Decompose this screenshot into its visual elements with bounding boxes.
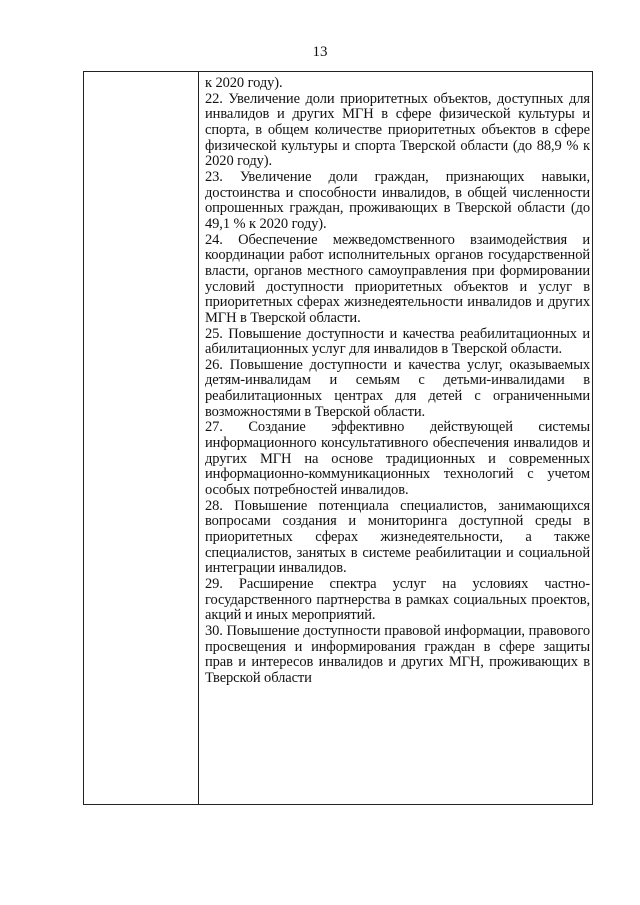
list-item: 25. Повышение доступности и качества реабилитационных и абилитационных услуг для инвалидов в Тверской области. <box>205 325 590 358</box>
list-item: 23. Увеличение доли граждан, признающих навыки, достоинства и способности инвалидов, в общей численности опрошенных граждан, проживающих в Тверской области (до 49,1 % к 2020 году). <box>205 168 590 232</box>
content-table <box>83 71 593 805</box>
list-item: 29. Расширение спектра услуг на условиях частно-государственного партнерства в рамках социальных проектов, акций и иных мероприятий. <box>205 576 590 624</box>
list-item: 24. Обеспечение межведомственного взаимодействия и координации работ исполнительных органов государственной власти, органов местного самоуправления при формировании условий доступности приоритетных объектов и услуг в приоритетных сферах жизнедеятельности инвалидов и других МГН в Тверской области. <box>205 231 590 326</box>
list-item: 22. Увеличение доли приоритетных объектов, доступных для инвалидов и других МГН в сфере физической культуры и спорта, в общем количестве приоритетных объектов в сфере физической культуры и спорта Тверской области (до 88,9 % к 2020 году). <box>205 90 590 170</box>
list-item: 30. Повышение доступности правовой информации, правового просвещения и информирования граждан в сфере защиты прав и интересов инвалидов и других МГН, проживающих в Тверской области <box>205 622 590 686</box>
table-left-cell <box>84 72 199 804</box>
list-item: 28. Повышение потенциала специалистов, занимающихся вопросами создания и мониторинга доступной среды в приоритетных сферах жизнедеятельности, а также специалистов, занятых в системе реабилитации и социальной интеграции инвалидов. <box>205 497 590 577</box>
list-item: 27. Создание эффективно действующей системы информационного консультативного обеспечения инвалидов и других МГН на основе традиционных и современных информационно-коммуникационных технологий с учетом особых потребностей инвалидов. <box>205 419 590 499</box>
table-right-cell <box>205 72 590 687</box>
page-number: 13 <box>312 44 328 60</box>
list-item: 26. Повышение доступности и качества услуг, оказываемых детям-инвалидам и семьям с детьми-инвалидами в реабилитационных центрах для детей с ограниченными возможностями в Тверской области. <box>205 356 590 420</box>
list-item: к 2020 году). <box>205 75 283 91</box>
